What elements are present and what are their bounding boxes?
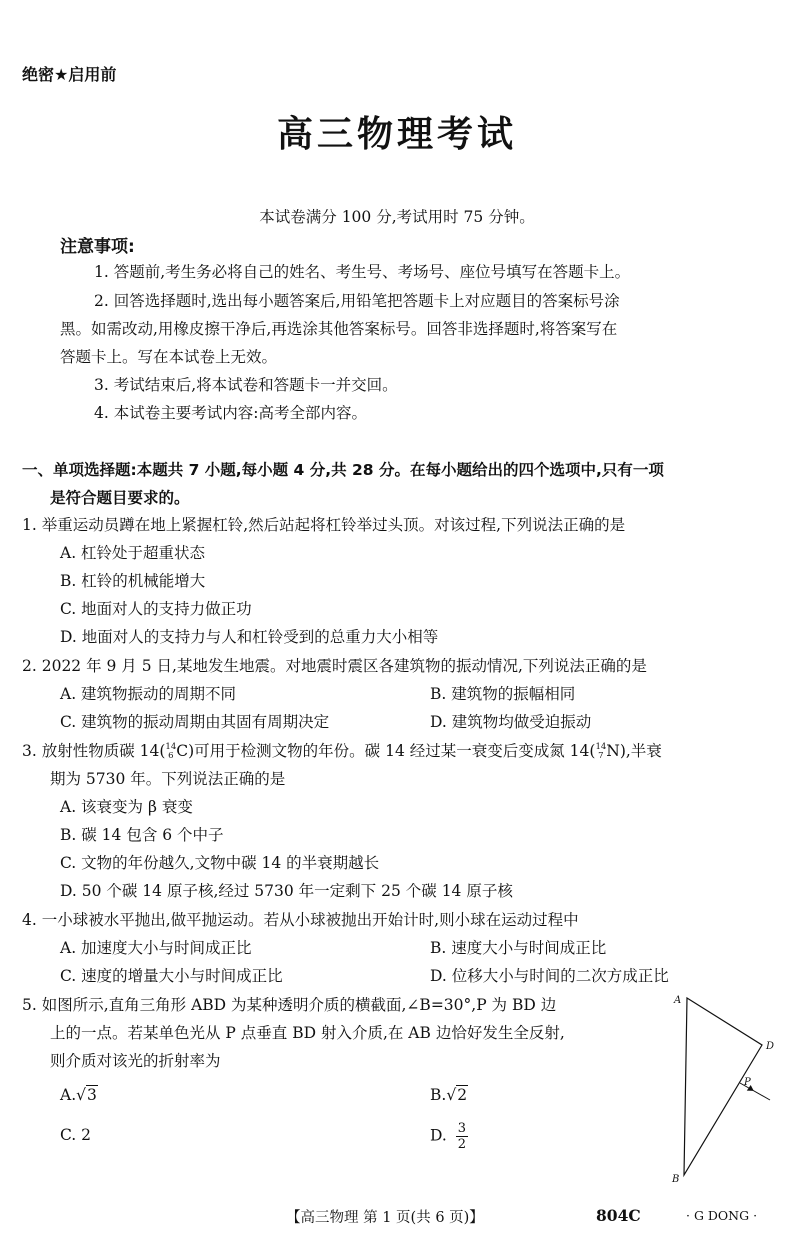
section-heading-line-2: 是符合题目要求的。 [50, 489, 190, 507]
question-4-stem: 4. 一小球被水平抛出,做平抛运动。若从小球被抛出开始计时,则小球在运动过程中 [22, 911, 579, 929]
nitrogen-isotope-notation [595, 743, 606, 761]
question-2-option-c: C. 建筑物的振动周期由其固有周期决定 [60, 713, 330, 731]
question-1-option-d: D. 地面对人的支持力与人和杠铃受到的总重力大小相等 [60, 628, 439, 646]
question-5-option-d-label: D. [430, 1126, 447, 1145]
question-5-option-a-radicand: 3 [87, 1086, 97, 1104]
footer-brand: · G DONG · [686, 1208, 758, 1223]
question-3-stem-line-2: 期为 5730 年。下列说法正确的是 [50, 770, 286, 788]
question-4-option-c: C. 速度的增量大小与时间成正比 [60, 967, 283, 985]
question-5-option-b-label: B. [430, 1086, 447, 1104]
section-heading-line-1: 一、单项选择题:本题共 7 小题,每小题 4 分,共 28 分。在每小题给出的四个选项中,只有一项 [22, 461, 664, 479]
question-5-option-d [430, 1121, 468, 1152]
question-3-option-a: A. 该衰变为 β 衰变 [60, 798, 193, 816]
question-1-option-a: A. 杠铃处于超重状态 [60, 544, 206, 562]
carbon-isotope-notation [165, 743, 176, 761]
question-1-option-b: B. 杠铃的机械能增大 [60, 572, 206, 590]
question-3-stem-line-1 [22, 737, 662, 765]
notice-item-2-line-3: 答题卡上。写在本试卷上无效。 [60, 348, 278, 366]
question-3-stem-part-1: 3. 放射性物质碳 14( [22, 742, 166, 760]
notice-item-4: 4. 本试卷主要考试内容:高考全部内容。 [94, 404, 367, 422]
sqrt-symbol: √ [446, 1086, 457, 1104]
question-1-stem: 1. 举重运动员蹲在地上紧握杠铃,然后站起将杠铃举过头顶。对该过程,下列说法正确的是 [22, 516, 626, 534]
notice-item-2-line-2: 黑。如需改动,用橡皮擦干净后,再选涂其他答案标号。回答非选择题时,将答案写在 [60, 320, 618, 338]
question-4-option-d: D. 位移大小与时间的二次方成正比 [430, 967, 669, 985]
notice-heading: 注意事项: [60, 237, 135, 257]
question-2-option-a: A. 建筑物振动的周期不同 [60, 685, 237, 703]
sqrt-symbol: √ [76, 1086, 87, 1104]
point-label-p: P [744, 1077, 751, 1088]
nitrogen-mass-number: 14 [595, 742, 607, 752]
question-3-option-b: B. 碳 14 包含 6 个中子 [60, 826, 224, 844]
notice-item-2-line-1: 2. 回答选择题时,选出每小题答案后,用铅笔把答题卡上对应题目的答案标号涂 [94, 292, 620, 310]
exam-title: 高三物理考试 [276, 114, 517, 155]
notice-item-1: 1. 答题前,考生务必将自己的姓名、考生号、考场号、座位号填写在答题卡上。 [94, 263, 631, 281]
footer-page-info: 【高三物理 第 1 页(共 6 页)】 [286, 1210, 484, 1226]
question-5-stem-line-2: 上的一点。若某单色光从 P 点垂直 BD 射入介质,在 AB 边恰好发生全反射, [50, 1024, 565, 1042]
question-3-option-d: D. 50 个碳 14 原子核,经过 5730 年一定剩下 25 个碳 14 原子核 [60, 882, 513, 900]
question-5-option-b-radicand: 2 [457, 1086, 468, 1104]
footer-exam-code: 804C [596, 1206, 641, 1225]
question-5-option-b [430, 1081, 468, 1109]
fraction [456, 1121, 468, 1152]
question-2-option-d: D. 建筑物均做受迫振动 [430, 713, 592, 731]
question-5-option-c: C. 2 [60, 1126, 92, 1144]
question-5-option-a-label: A. [60, 1086, 77, 1104]
exam-subtitle: 本试卷满分 100 分,考试用时 75 分钟。 [259, 208, 535, 226]
vertex-label-d: D [766, 1041, 775, 1052]
question-4-option-b: B. 速度大小与时间成正比 [430, 939, 607, 957]
question-2-stem: 2. 2022 年 9 月 5 日,某地发生地震。对地震时震区各建筑物的振动情况,下列说法正确的是 [22, 657, 647, 675]
confidential-label: 绝密★启用前 [22, 65, 117, 84]
question-3-stem-part-3: N),半衰 [606, 742, 662, 760]
question-5-option-a [60, 1081, 98, 1109]
carbon-mass-number: 14 [165, 742, 177, 752]
triangle-figure [668, 992, 780, 1192]
fraction-denominator: 2 [457, 1137, 467, 1152]
question-3-option-c: C. 文物的年份越久,文物中碳 14 的半衰期越长 [60, 854, 380, 872]
question-2-option-b: B. 建筑物的振幅相同 [430, 685, 576, 703]
vertex-label-b: B [672, 1174, 680, 1185]
nitrogen-atomic-number: 7 [598, 751, 604, 761]
question-3-stem-part-2: C)可用于检测文物的年份。碳 14 经过某一衰变后变成氮 14( [176, 742, 596, 760]
vertex-label-a: A [674, 995, 682, 1006]
question-1-option-c: C. 地面对人的支持力做正功 [60, 600, 252, 618]
question-4-option-a: A. 加速度大小与时间成正比 [60, 939, 252, 957]
fraction-numerator: 3 [457, 1121, 467, 1136]
question-5-stem-line-1: 5. 如图所示,直角三角形 ABD 为某种透明介质的横截面,∠B=30°,P 为 BD 边 [22, 996, 557, 1014]
carbon-atomic-number: 6 [168, 751, 174, 761]
notice-item-3: 3. 考试结束后,将本试卷和答题卡一并交回。 [94, 376, 398, 394]
question-5-stem-line-3: 则介质对该光的折射率为 [50, 1052, 221, 1070]
